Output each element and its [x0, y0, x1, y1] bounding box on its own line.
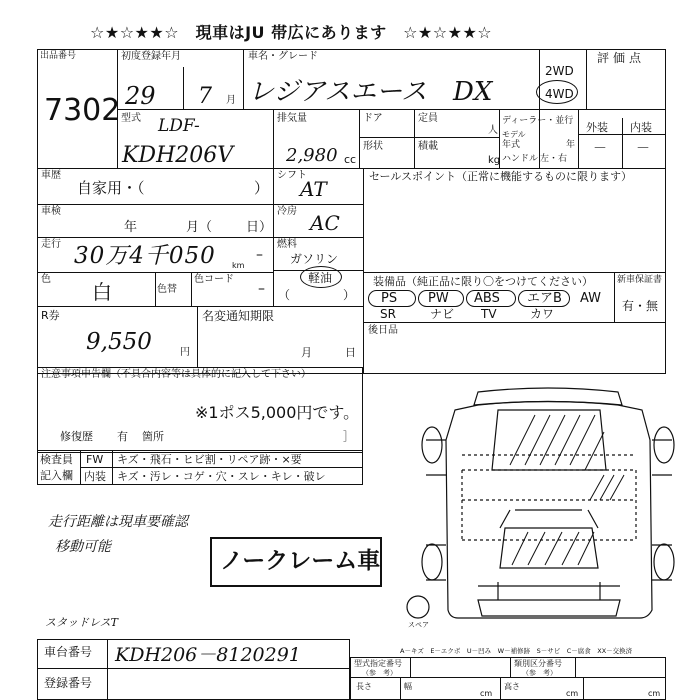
exterior-value: －	[593, 141, 607, 157]
banner-text: ☆★☆★★☆ 現車はJU 帯広にあります ☆★☆★★☆	[90, 23, 493, 42]
inspector-label1: 検査員	[40, 453, 73, 466]
fuel-value2: 軽油	[308, 271, 333, 285]
shape-label: 形状	[363, 141, 383, 152]
model-year-label2: 年式	[502, 140, 521, 150]
car-name-value: レジアスエース DX	[248, 77, 493, 107]
inspector-fw: FW	[86, 453, 104, 466]
color-value: 白	[92, 280, 112, 304]
repair-place: 箇所	[142, 430, 164, 443]
inspector-label2: 記入欄	[40, 469, 73, 482]
inspection-label: 車検	[41, 206, 61, 217]
evaluation-label: 評価点	[597, 51, 646, 65]
handwritten-note-2: 移動可能	[55, 539, 111, 555]
chassis-value: KDH206－8120291	[115, 644, 301, 666]
mileage-label: 走行	[41, 239, 61, 250]
drive-4wd: 4WD	[545, 87, 574, 101]
model-year-label1: モデル	[502, 130, 526, 139]
inspection-month: 月（	[186, 220, 213, 235]
spare-seat-label: 後日品	[368, 325, 398, 336]
length-label: 長さ	[356, 682, 372, 691]
lot-value: 7302	[44, 93, 121, 128]
r-ticket-unit: 円	[180, 347, 190, 358]
r-ticket-value: 9,550	[86, 329, 152, 355]
fuel-paren-r: ）	[343, 288, 356, 302]
color-change-label: 色替	[157, 284, 177, 295]
color-label: 色	[41, 274, 51, 285]
width-unit: cm	[566, 689, 579, 698]
class-number-label: 類別区分番号	[514, 659, 562, 668]
class-number-sub: （参 考）	[522, 669, 557, 677]
history-value: 自家用・（	[77, 179, 145, 197]
history-close: ）	[254, 179, 270, 197]
equip-airb: エアB	[527, 291, 562, 306]
model-code: KDH206V	[122, 143, 234, 168]
sales-point-label: セールスポイント（正常に機能するものに限ります）	[369, 170, 633, 183]
equip-aw: AW	[580, 291, 602, 306]
damage-legend: A－キズ E－エクボ U－凹み W－補修跡 S－サビ C－腐食 XX－交換済	[400, 647, 633, 655]
inspection-day: 日）	[246, 220, 273, 235]
registration-year: 29	[125, 82, 156, 110]
equip-pw: PW	[428, 291, 449, 306]
interior-label: 内装	[630, 121, 652, 134]
name-change-month: 月	[301, 346, 312, 359]
model-handwritten: LDF-	[158, 116, 200, 136]
type-designation-label: 型式指定番号	[354, 659, 402, 668]
type-designation-sub: （参 考）	[362, 669, 397, 677]
loadcap-label: 積載	[418, 141, 438, 152]
cooling-label: 冷房	[277, 206, 297, 217]
stud-text: スタッドレスT	[45, 616, 119, 629]
plate-label: 登録番号	[44, 676, 93, 690]
warranty-label: 新車保証書	[617, 275, 663, 285]
repair-label: 修復歴	[60, 430, 93, 443]
dealer-label: ディーラー・並行	[502, 116, 574, 126]
interior-value: －	[636, 141, 650, 157]
lot-label: 出品番号	[40, 51, 77, 61]
color-code-label: 色コード	[194, 274, 234, 285]
registration-month: 7	[198, 84, 212, 109]
mileage-value: 30万4千050	[74, 243, 216, 269]
door-label: ドア	[363, 113, 383, 124]
spare-mark: スペア	[408, 621, 429, 629]
equip-leather: カワ	[530, 307, 555, 321]
car-name-label: 車名・グレード	[248, 51, 318, 62]
repair-value: 有	[117, 430, 128, 443]
warranty-value: 有・無	[622, 299, 659, 313]
length-unit: cm	[480, 689, 493, 698]
cooling-value: AC	[310, 211, 340, 235]
fuel-label: 燃料	[277, 239, 297, 250]
drive-2wd: 2WD	[545, 64, 574, 78]
shift-label: シフト	[277, 170, 307, 181]
inspection-year: 年	[124, 220, 138, 235]
equipment-label: 装備品（純正品に限り〇をつけてください）	[373, 275, 593, 288]
shift-value: AT	[300, 177, 327, 201]
inspector-inner: 内装	[84, 470, 106, 483]
equip-navi: ナビ	[430, 307, 455, 321]
mileage-dash: –	[256, 247, 263, 263]
exterior-label: 外装	[586, 121, 608, 134]
registration-label: 初度登録年月	[121, 51, 181, 62]
height-unit: cm	[648, 689, 661, 698]
inspector-inner-items: キズ・汚レ・コゲ・穴・スレ・キレ・破レ	[117, 470, 326, 483]
no-claim-text: ノークレーム車	[220, 548, 381, 574]
loadcap-unit: kg	[488, 155, 501, 166]
fuel-paren-l: （	[278, 288, 291, 302]
equip-ps: PS	[381, 291, 398, 306]
inspector-fw-items: キズ・飛石・ヒビ割・リペア跡・×要	[117, 453, 302, 466]
equip-tv: TV	[481, 307, 497, 321]
notes-label: 注意事項申告欄（不具合内容等は具体的に記入して下さい）	[41, 369, 311, 380]
capacity-unit: 人	[488, 125, 498, 136]
name-change-day: 日	[345, 346, 356, 359]
history-label: 車歴	[41, 170, 61, 181]
r-ticket-label: R券	[41, 309, 60, 322]
handle-label: ハンドル	[502, 154, 539, 164]
repair-close: ］	[343, 430, 354, 443]
registration-month-unit: 月	[226, 95, 236, 106]
name-change-label: 名変通知期限	[202, 309, 275, 323]
capacity-label: 定員	[418, 113, 438, 124]
color-code-dash: –	[258, 281, 265, 297]
displacement-value: 2,980	[286, 145, 338, 166]
chassis-label: 車台番号	[44, 645, 93, 659]
notes-value: ※1ポス5,000円です。	[195, 403, 360, 422]
handle-options: 左・右	[540, 154, 568, 164]
equip-abs: ABS	[474, 291, 500, 306]
model-year-label3: 年	[566, 140, 576, 150]
displacement-unit: cc	[344, 153, 357, 166]
mileage-unit: km	[232, 261, 245, 270]
displacement-label: 排気量	[277, 113, 307, 124]
handwritten-note-1: 走行距離は現車要確認	[48, 514, 188, 530]
height-label: 高さ	[504, 682, 520, 691]
equip-sr: SR	[380, 307, 396, 321]
model-label: 型式	[121, 113, 141, 124]
fuel-value1: ガソリン	[290, 252, 339, 266]
width-label: 幅	[404, 682, 412, 691]
